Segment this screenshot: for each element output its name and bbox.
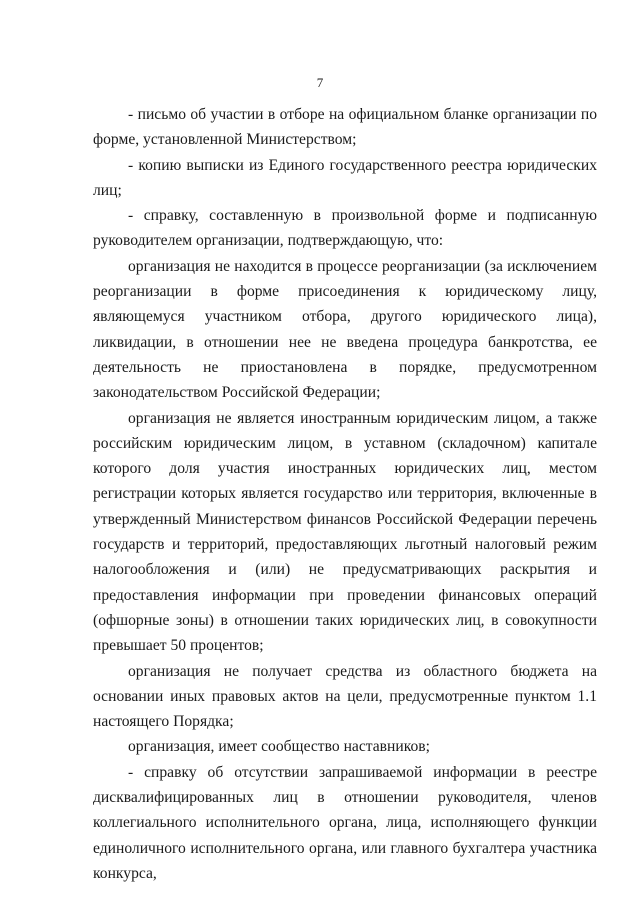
paragraph-not-foreign-entity: организация не является иностранным юридическим лицом, а также российским юридическим лицом, в уставном (складочном) капитале которого доля участия иностранных юридических лиц, местом регистрации которых является государство или территория, включенные в утвержденный Министерством финансов Российской Федерации перечень государств и территорий, предоставляющих льготный налоговый режим налогообложения и (или) не предусматривающих раскрытия и предоставления информации при проведении финансовых операций (офшорные зоны) в отношении таких юридических лиц, в совокупности превышает 50 процентов; — [93, 409, 597, 655]
paragraph-registry-extract: - копию выписки из Единого государственного реестра юридических лиц; — [93, 156, 597, 199]
document-body — [93, 102, 597, 886]
paragraph-mentors-community: организация, имеет сообщество наставников; — [128, 738, 431, 756]
paragraph-disqualified-registry: - справку об отсутствии запрашиваемой информации в реестре дисквалифицированных лиц в отношении руководителя, членов коллегиального исполнительного органа, лица, исполняющего функции единоличного исполнительного органа, или главного бухгалтера участника конкурса, — [93, 763, 597, 882]
paragraph-letter-of-participation: - письмо об участии в отборе на официальном бланке организации по форме, установленной Министерством; — [93, 106, 597, 149]
paragraph-no-regional-funds: организация не получает средства из областного бюджета на основании иных правовых актов на цели, предусмотренные пунктом 1.1 настоящего Порядка; — [93, 662, 597, 731]
paragraph-certificate-intro: - справку, составленную в произвольной форме и подписанную руководителем организации, подтверждающую, что: — [93, 207, 597, 250]
paragraph-no-reorganization: организация не находится в процессе реорганизации (за исключением реорганизации в форме присоединения к юридическому лицу, являющемуся участником отбора, другого юридического лица), ликвидации, в отношении нее не введена процедура банкротства, ее деятельность не приостановлена в порядке, предусмотренном законодательством Российской Федерации; — [93, 257, 597, 402]
page-number: 7 — [316, 75, 324, 90]
